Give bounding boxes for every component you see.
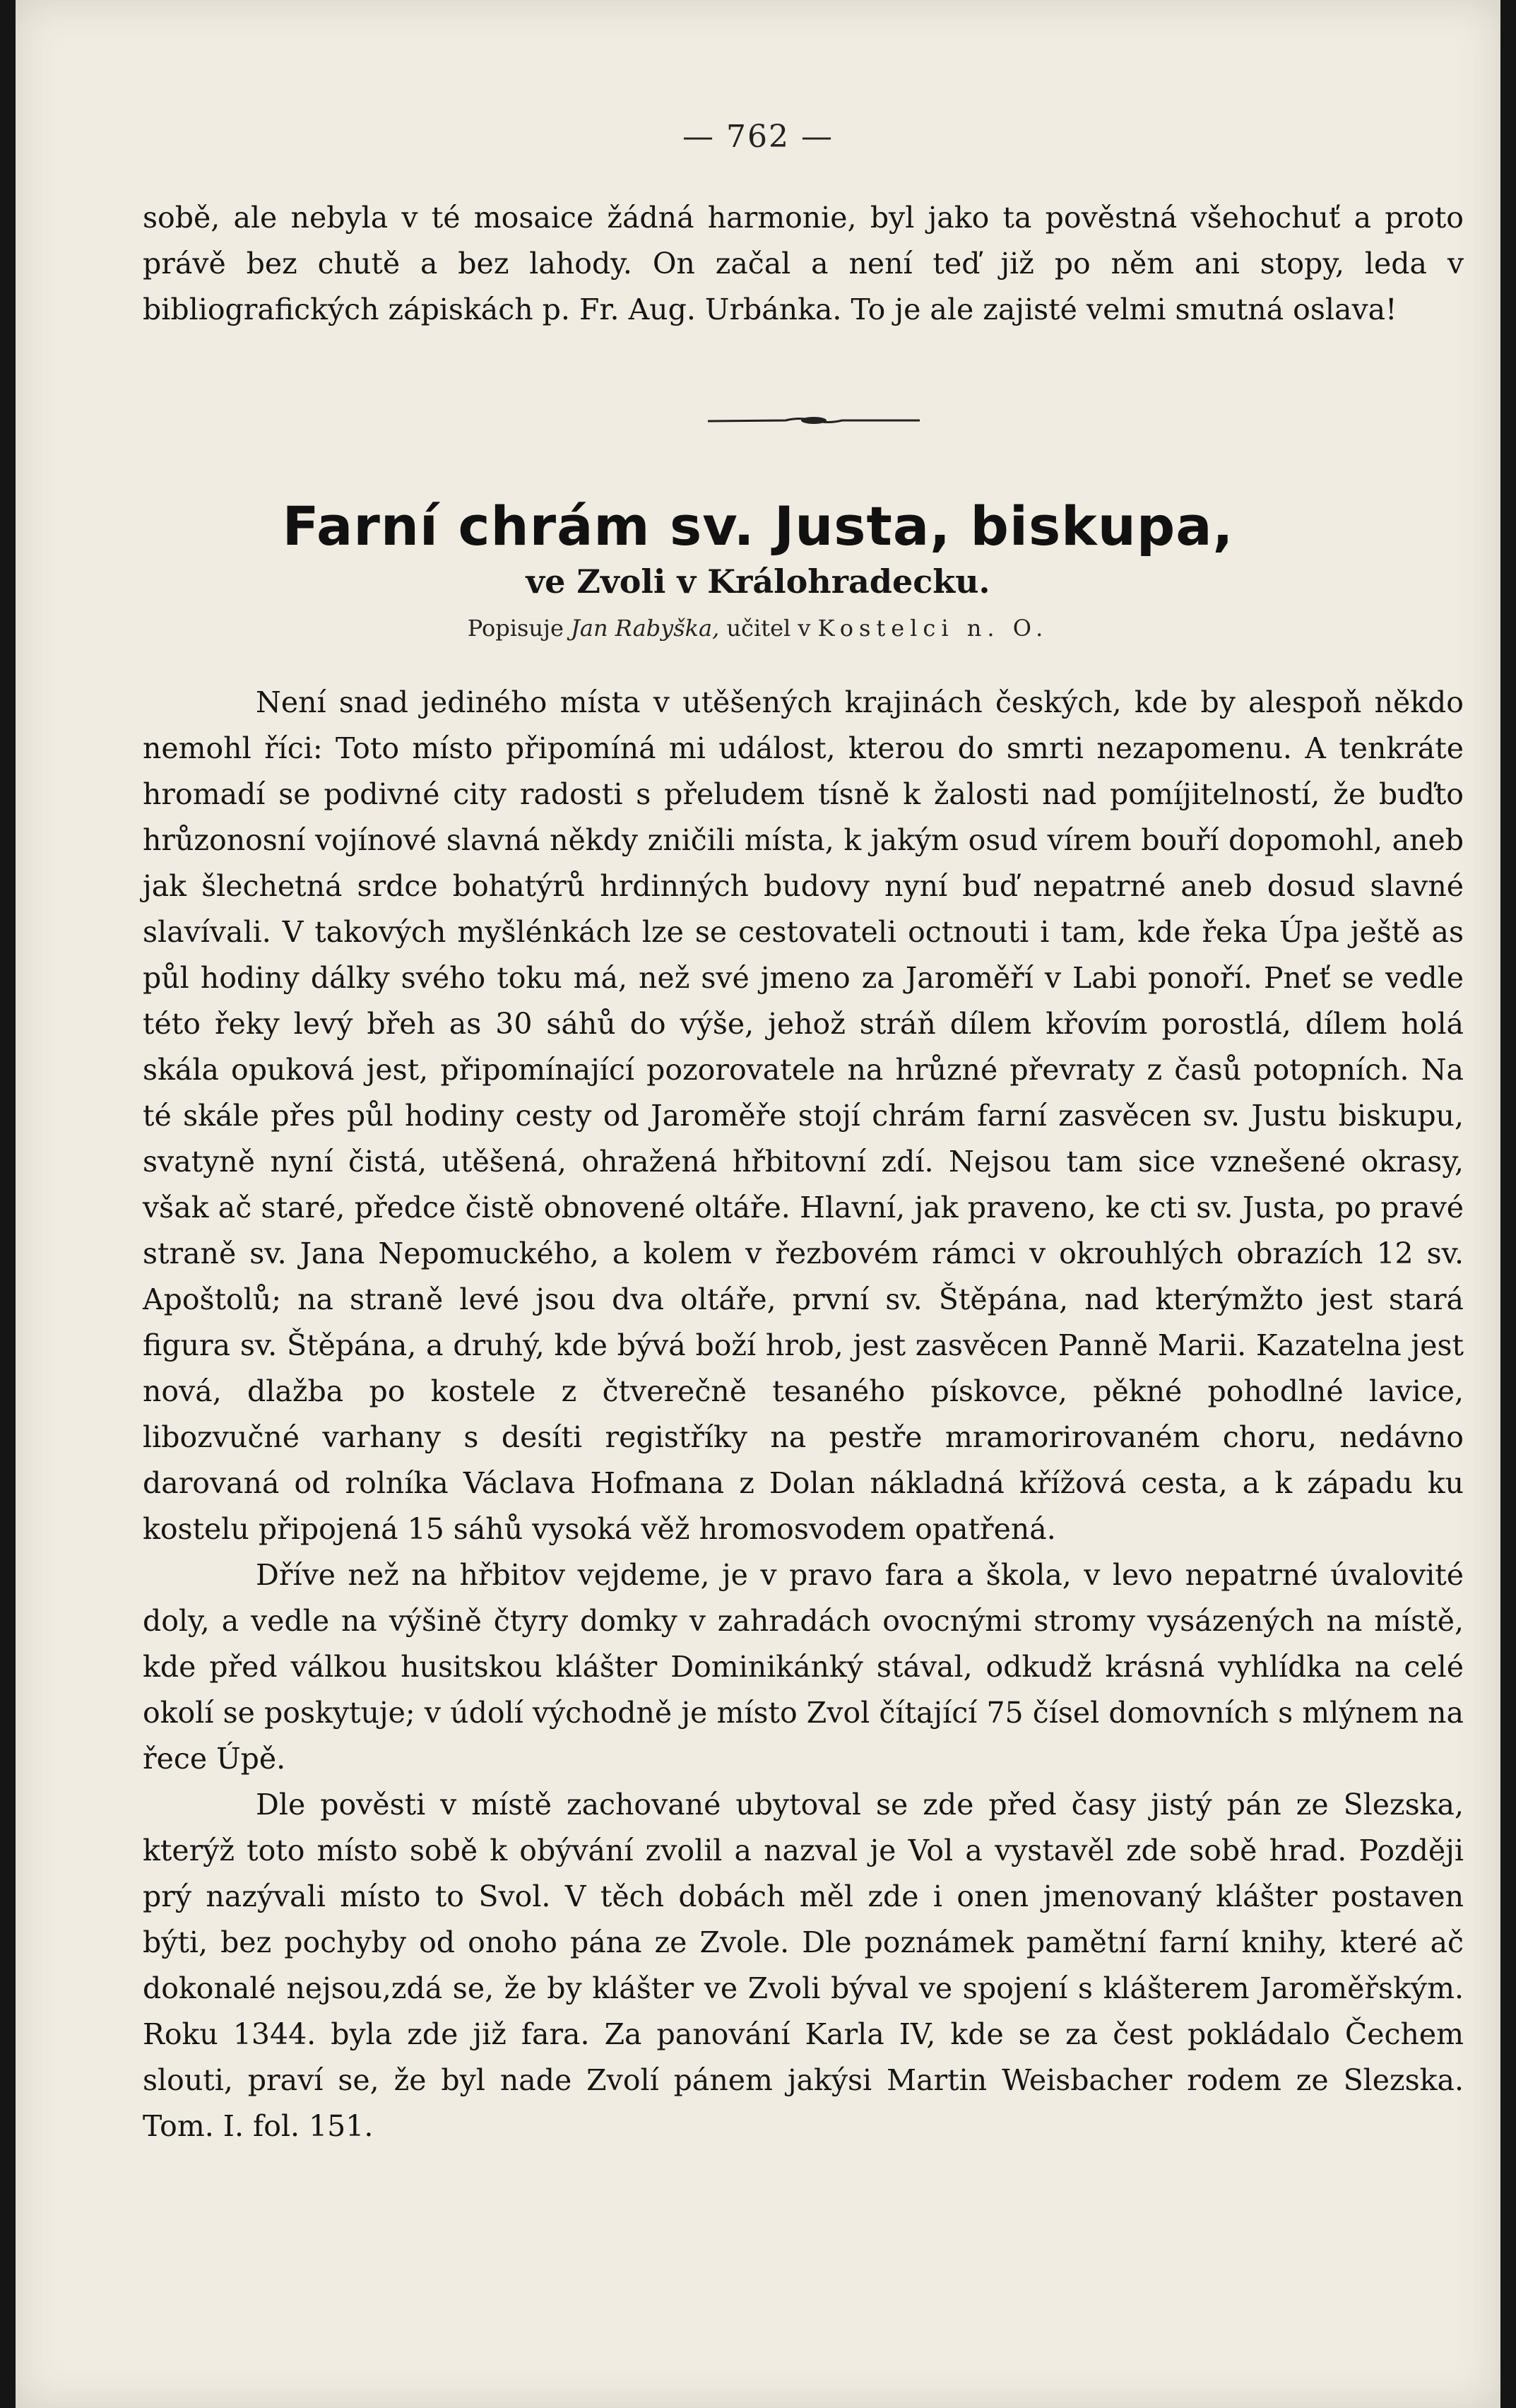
byline-author: Jan Rabyška,	[571, 615, 720, 642]
article-body	[143, 680, 1464, 2149]
intro-text	[143, 195, 1464, 333]
paragraph-2: Dříve než na hřbitov vejdeme, je v pravo fara a škola, v levo nepatrné úvalovité doly, a vedle na výšině čtyry domky v zahradách ovocnými stromy vysázených na místě, kde před válkou husitskou klášter Dominikánký stával, odkudž krásná vyhlídka na celé okolí se poskytuje; v údolí východně je místo Zvol čítající 75 čísel domovních s mlýnem na řece Úpě.	[143, 1558, 1464, 1776]
byline-prefix: Popisuje	[467, 615, 564, 642]
document-page	[16, 0, 1500, 2408]
article-title: Farní chrám sv. Justa, biskupa,	[282, 495, 1234, 557]
paragraph-1: Není snad jediného místa v utěšených krajinách českých, kde by alespoň někdo nemohl říci: Toto místo připomíná mi událost, kterou do smrti nezapomenu. A tenkráte hromadí se podivné city radosti s přeludem tísně k žalosti nad pomíjitelností, že buďto hrůzonosní vojínové slavná někdy zničili místa, k jakým osud vírem bouří dopomohl, aneb jak šlechetná srdce bohatýrů hrdinných budovy nyní buď nepatrné aneb dosud slavné slavívali. V takových myšlénkách lze se cestovateli octnouti i tam, kde řeka Úpa ještě as půl hodiny dálky svého toku má, než své jmeno za Jaroměří v Labi ponoří. Pneť se vedle této řeky levý břeh as 30 sáhů do výše, jehož stráň dílem křovím porostlá, dílem holá skála opuková jest, připomínající pozorovatele na hrůzné převraty z časů potopních. Na té skále přes půl hodiny cesty od Jaroměře stojí chrám farní zasvěcen sv. Justu biskupu, svatyně nyní čistá, utěšená, ohražená hřbitovní zdí. Nejsou tam sice vznešené okrasy, však ač staré, předce čistě obnovené oltáře. Hlavní, jak praveno, ke cti sv. Justa, po pravé straně sv. Jana Nepomuckého, a kolem v řezbovém rámci v okrouhlých obrazích 12 sv. Apoštolů; na straně levé jsou dva oltáře, první sv. Štěpána, nad kterýmžto jest stará figura sv. Štěpána, a druhý, kde bývá boží hrob, jest zasvěcen Panně Marii. Kazatelna jest nová, dlažba po kostele z čtverečně tesaného pískovce, pěkné pohodlné lavice, libozvučné varhany s desíti registříky na pestře mramorirovaném choru, nedávno darovaná od rolníka Václava Hofmana z Dolan nákladná křížová cesta, a k západu ku kostelu připojená 15 sáhů vysoká věž hromosvodem opatřená.	[143, 685, 1464, 1546]
paragraph-3: Dle pověsti v místě zachované ubytoval se zde před časy jistý pán ze Slezska, kterýž toto místo sobě k obývání zvolil a nazval je Vol a vystavěl zde sobě hrad. Později prý nazývali místo to Svol. V těch dobách měl zde i onen jmenovaný klášter postaven býti, bez pochyby od onoho pána ze Zvole. Dle poznámek pamětní farní knihy, které ač dokonalé nejsou,zdá se, že by klášter ve Zvoli býval ve spojení s klášterem Jaroměřským. Roku 1344. byla zde již fara. Za panování Karla IV, kde se za čest pokládalo Čechem slouti, praví se, že byl nade Zvolí pánem jakýsi Martin Weisbacher rodem ze Slezska. Tom. I. fol. 151.	[143, 1788, 1464, 2143]
byline-middle: učitel v	[726, 615, 811, 642]
article-subtitle: ve Zvoli v Králohradecku.	[526, 562, 990, 601]
intro-paragraph: sobě, ale nebyla v té mosaice žádná harmonie, byl jako ta pověstná všehochuť a proto právě bez chutě a bez lahody. On začal a není teď již po něm ani stopy, leda v bibliografických zápiskách p. Fr. Aug. Urbánka. To je ale zajisté velmi smutná oslava!	[143, 201, 1464, 326]
page-number: — 762 —	[682, 119, 834, 155]
byline-place: Kostelci n. O.	[817, 615, 1049, 642]
byline	[16, 615, 1500, 642]
ornament-divider	[708, 415, 920, 425]
